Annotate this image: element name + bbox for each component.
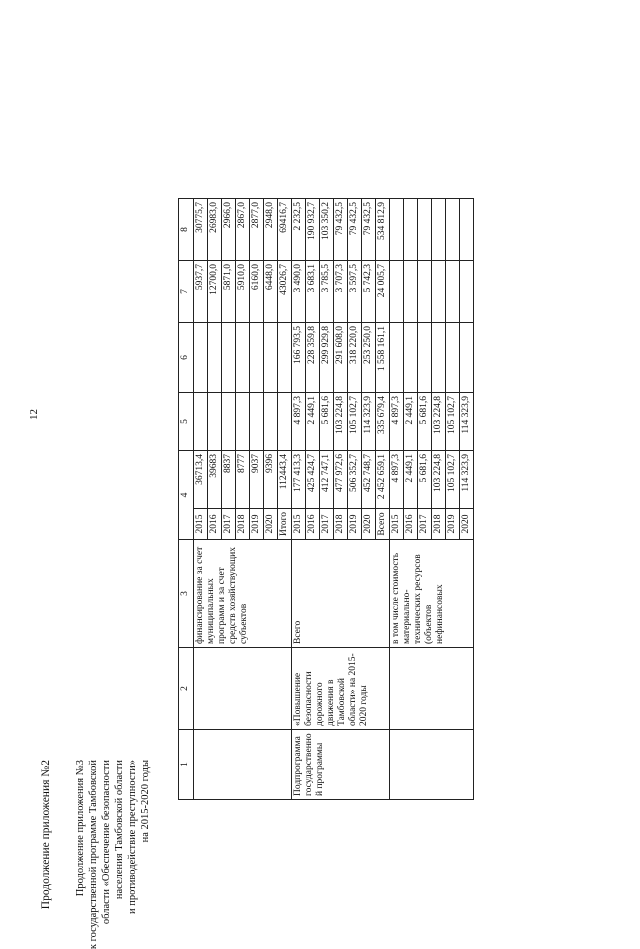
value-cell: 253 250,0 <box>362 322 376 392</box>
value-cell: 2 449,1 <box>404 450 418 508</box>
value-cell: 4 897,3 <box>390 450 404 508</box>
value-cell: 5 681,6 <box>418 450 432 508</box>
table-row <box>194 198 208 799</box>
value-cell: 318 220,0 <box>348 322 362 392</box>
year-cell: 2020 <box>264 508 278 539</box>
year-cell: 2019 <box>446 508 460 539</box>
value-cell: 79 432,5 <box>334 198 348 260</box>
value-cell: 2948,0 <box>264 198 278 260</box>
year-cell: 2018 <box>236 508 250 539</box>
value-cell <box>250 392 264 450</box>
col-header: 4 <box>179 450 194 539</box>
value-cell <box>446 322 460 392</box>
continuation-title: Продолжение приложения №2 <box>40 760 52 910</box>
value-cell: 2877,0 <box>250 198 264 260</box>
value-cell: 79 432,5 <box>348 198 362 260</box>
value-cell <box>404 322 418 392</box>
value-cell <box>460 198 474 260</box>
value-cell: 8777 <box>236 450 250 508</box>
appendix-title-line: к государственной программе Тамбовской <box>88 760 99 949</box>
col2-cell <box>390 648 474 730</box>
value-cell: 5937,7 <box>194 260 208 322</box>
value-cell: 26983,0 <box>208 198 222 260</box>
value-cell: 5 742,3 <box>362 260 376 322</box>
value-cell: 39683 <box>208 450 222 508</box>
value-cell <box>418 198 432 260</box>
year-cell: 2020 <box>362 508 376 539</box>
value-cell: 105 102,7 <box>446 392 460 450</box>
value-cell <box>418 260 432 322</box>
table-row <box>292 198 306 799</box>
value-cell: 105 102,7 <box>348 392 362 450</box>
year-cell: 2016 <box>208 508 222 539</box>
value-cell: 425 424,7 <box>306 450 320 508</box>
funding-table <box>178 198 474 800</box>
value-cell <box>418 322 432 392</box>
year-cell: 2019 <box>348 508 362 539</box>
value-cell: 5 681,6 <box>418 392 432 450</box>
year-cell: 2017 <box>222 508 236 539</box>
appendix-title-line: Продолжение приложения №3 <box>75 760 86 897</box>
value-cell <box>264 322 278 392</box>
value-cell: 4 897,3 <box>390 392 404 450</box>
value-cell <box>208 392 222 450</box>
year-cell: 2020 <box>460 508 474 539</box>
year-cell: 2015 <box>194 508 208 539</box>
value-cell: 36713,4 <box>194 450 208 508</box>
value-cell <box>236 322 250 392</box>
value-cell: 103 224,8 <box>432 450 446 508</box>
value-cell <box>446 260 460 322</box>
value-cell: 1 558 161,1 <box>376 322 390 392</box>
value-cell: 166 793,5 <box>292 322 306 392</box>
value-cell: 43026,7 <box>278 260 292 322</box>
value-cell: 3 785,5 <box>320 260 334 322</box>
value-cell: 103 224,8 <box>334 392 348 450</box>
appendix-title-line: области «Обеспечение безопасности <box>101 760 112 925</box>
col1-cell <box>390 730 474 800</box>
value-cell <box>432 260 446 322</box>
value-cell: 299 929,8 <box>320 322 334 392</box>
value-cell <box>460 322 474 392</box>
value-cell: 114 323,9 <box>362 392 376 450</box>
value-cell <box>432 322 446 392</box>
value-cell <box>194 392 208 450</box>
value-cell: 3 707,3 <box>334 260 348 322</box>
year-cell: 2016 <box>306 508 320 539</box>
value-cell: 9037 <box>250 450 264 508</box>
year-cell: 2015 <box>390 508 404 539</box>
value-cell: 2966,0 <box>222 198 236 260</box>
table-row <box>390 198 404 799</box>
col-header: 1 <box>179 730 194 800</box>
year-cell: Итого <box>278 508 292 539</box>
col-header: 7 <box>179 260 194 322</box>
page-number: 12 <box>28 409 40 420</box>
value-cell: 291 608,0 <box>334 322 348 392</box>
col-header: 2 <box>179 648 194 730</box>
col-header: 6 <box>179 322 194 392</box>
value-cell: 177 413,3 <box>292 450 306 508</box>
value-cell: 2 449,1 <box>306 392 320 450</box>
value-cell: 3 490,0 <box>292 260 306 322</box>
value-cell: 12700,0 <box>208 260 222 322</box>
value-cell: 9396 <box>264 450 278 508</box>
year-cell: 2019 <box>250 508 264 539</box>
appendix-title-line: населения Тамбовской области <box>114 760 125 900</box>
value-cell: 2 232,5 <box>292 198 306 260</box>
appendix-title-line: и противодействие преступности» <box>127 760 138 915</box>
value-cell: 114 323,9 <box>460 450 474 508</box>
value-cell <box>278 392 292 450</box>
value-cell: 69416,7 <box>278 198 292 260</box>
value-cell: 5 681,6 <box>320 392 334 450</box>
year-cell: 2018 <box>334 508 348 539</box>
value-cell <box>432 198 446 260</box>
value-cell <box>278 322 292 392</box>
value-cell <box>264 392 278 450</box>
value-cell: 3 683,1 <box>306 260 320 322</box>
value-cell <box>404 260 418 322</box>
value-cell: 8837 <box>222 450 236 508</box>
value-cell: 6160,0 <box>250 260 264 322</box>
col-header: 3 <box>179 540 194 648</box>
value-cell <box>446 198 460 260</box>
value-cell: 506 352,7 <box>348 450 362 508</box>
value-cell: 228 359,8 <box>306 322 320 392</box>
value-cell: 24 005,7 <box>376 260 390 322</box>
value-cell <box>222 392 236 450</box>
year-cell: 2017 <box>418 508 432 539</box>
col1-cell <box>194 730 292 800</box>
year-cell: 2016 <box>404 508 418 539</box>
value-cell <box>208 322 222 392</box>
subprogram-name: «Повышение безопасности дорожного движения в Тамбовской области» на 2015-2020 годы <box>292 648 390 730</box>
value-cell <box>390 260 404 322</box>
value-cell <box>404 198 418 260</box>
value-cell: 6448,0 <box>264 260 278 322</box>
value-cell: 79 432,5 <box>362 198 376 260</box>
value-cell <box>236 392 250 450</box>
value-cell: 335 679,4 <box>376 392 390 450</box>
value-cell: 2 449,1 <box>404 392 418 450</box>
value-cell: 452 748,7 <box>362 450 376 508</box>
column-number-row <box>179 198 194 799</box>
section-total <box>292 198 390 799</box>
value-cell: 190 932,7 <box>306 198 320 260</box>
value-cell: 4 897,3 <box>292 392 306 450</box>
value-cell <box>390 198 404 260</box>
value-cell: 477 972,6 <box>334 450 348 508</box>
value-cell: 105 102,7 <box>446 450 460 508</box>
year-cell: 2015 <box>292 508 306 539</box>
year-cell: 2018 <box>432 508 446 539</box>
value-cell <box>460 260 474 322</box>
including-label: в том числе стоимость материально-технических ресурсов (объектов нефинансовых <box>390 540 474 648</box>
col-header: 5 <box>179 392 194 450</box>
col2-cell <box>194 648 292 730</box>
value-cell <box>194 322 208 392</box>
total-label: Всего <box>292 540 390 648</box>
value-cell: 114 323,9 <box>460 392 474 450</box>
funding-source-label: финансирование за счет муниципальных программ и за счет средств хозяйствующих субъектов <box>194 540 292 648</box>
value-cell <box>250 322 264 392</box>
col-header: 8 <box>179 198 194 260</box>
appendix-title-line: на 2015-2020 годы <box>140 760 151 843</box>
value-cell: 103 224,8 <box>432 392 446 450</box>
year-cell: 2017 <box>320 508 334 539</box>
value-cell: 3 597,5 <box>348 260 362 322</box>
value-cell: 2867,0 <box>236 198 250 260</box>
value-cell: 30775,7 <box>194 198 208 260</box>
section-top <box>194 198 292 799</box>
value-cell: 103 350,2 <box>320 198 334 260</box>
year-cell: Всего <box>376 508 390 539</box>
value-cell <box>222 322 236 392</box>
value-cell: 112443,4 <box>278 450 292 508</box>
value-cell: 534 812,9 <box>376 198 390 260</box>
value-cell: 2 452 659,1 <box>376 450 390 508</box>
subprogram-label: Подпрограмма государственно й программы <box>292 730 390 800</box>
value-cell <box>390 322 404 392</box>
section-including <box>390 198 474 799</box>
value-cell: 5871,0 <box>222 260 236 322</box>
value-cell: 412 747,1 <box>320 450 334 508</box>
value-cell: 5910,0 <box>236 260 250 322</box>
